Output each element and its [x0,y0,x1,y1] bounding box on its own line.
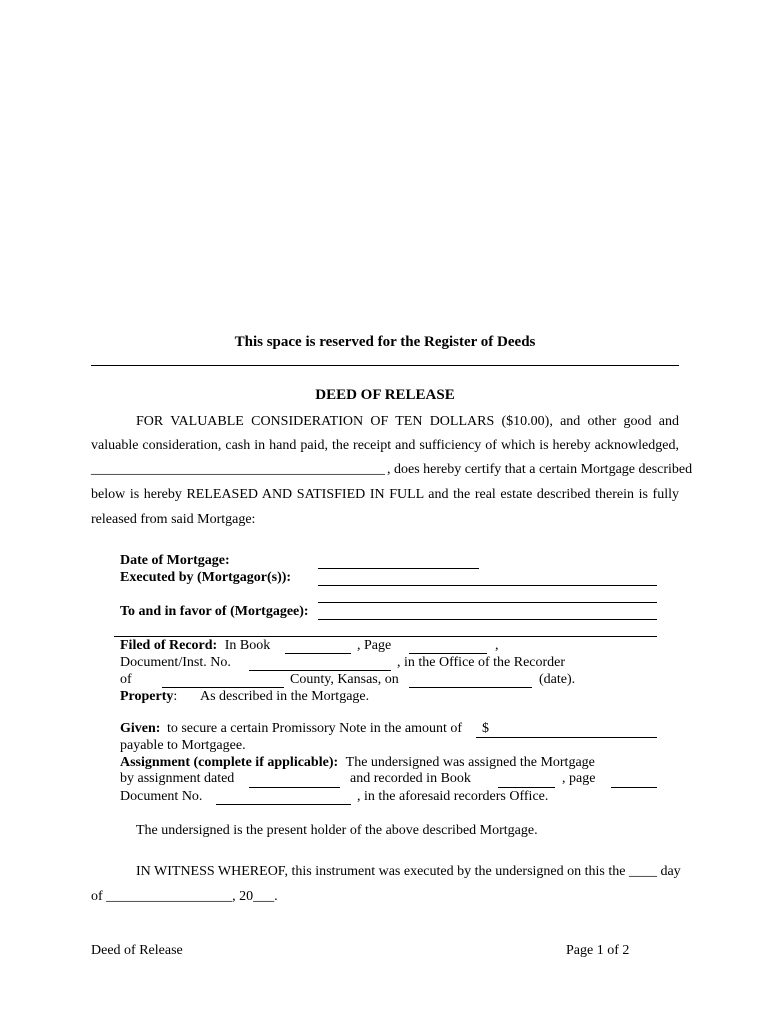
recorded-in-book-label: and recorded in Book [350,771,471,786]
document-title: DEED OF RELEASE [315,387,455,403]
filed-of-record-label: Filed of Record: [120,638,218,653]
filed-of-record-row [120,638,270,654]
note-amount-field[interactable] [476,737,657,738]
date-of-mortgage-field[interactable] [318,568,479,569]
recorded-date-field[interactable] [409,687,532,688]
in-favor-of-label: To and in favor of (Mortgagee): [120,604,309,619]
body-line-2: valuable consideration, cash in hand paid, the receipt and sufficiency of which is hereby acknowledged, [91,438,679,453]
assignment-page-field[interactable] [611,787,657,788]
property-value: As described in the Mortgage. [200,689,370,704]
body-line-3 [91,462,693,478]
body-line-4: below is hereby RELEASED AND SATISFIED IN FULL and the real estate described therein is fully [91,487,679,502]
witness-statement: IN WITNESS WHEREOF, this instrument was executed by the undersigned on this the ____ day [136,864,681,879]
office-recorder-text: , in the Office of the Recorder [397,655,566,670]
body-line-3-text: , does hereby certify that a certain Mortgage described [387,462,693,477]
mortgagor-field[interactable] [318,585,657,586]
page-field[interactable] [409,653,487,654]
page-comma: , [495,638,499,653]
property-colon: : [173,689,178,704]
in-book-label: In Book [224,638,271,653]
given-label: Given: [120,721,161,736]
by-assignment-label: by assignment dated [120,771,235,786]
holder-statement: The undersigned is the present holder of the above described Mortgage. [136,823,538,838]
document-no-label: Document No. [120,789,203,804]
doc-inst-label: Document/Inst. No. [120,655,231,670]
mortgagee-field-2[interactable] [318,619,657,620]
of-label: of [120,672,132,687]
footer-page-number: Page 1 of 2 [566,943,630,958]
property-label: Property [120,689,174,704]
assignment-text: The undersigned was assigned the Mortgage [345,755,595,770]
document-no-field[interactable] [216,804,351,805]
mortgagee-field-1[interactable] [318,602,657,603]
given-row [120,721,462,737]
assignment-page-label: , page [562,771,596,786]
aforesaid-text: , in the aforesaid recorders Office. [357,789,549,804]
executed-by-label: Executed by (Mortgagor(s)): [120,570,292,585]
payable-text: payable to Mortgagee. [120,738,246,753]
county-kansas-text: County, Kansas, on [290,672,399,687]
county-field[interactable] [162,687,284,688]
assignment-label: Assignment (complete if applicable): [120,755,339,770]
header-divider [91,365,679,366]
body-line-5: released from said Mortgage: [91,512,256,527]
execution-date-line: of __________________, 20___. [91,889,278,904]
footer-doc-name: Deed of Release [91,943,183,958]
dollar-sign: $ [482,721,489,736]
body-line-1: FOR VALUABLE CONSIDERATION OF TEN DOLLARS ($10.00), and other good and [136,414,679,429]
doc-inst-field[interactable] [249,670,391,671]
assignment-row [120,755,595,771]
page-label: , Page [357,638,392,653]
date-of-mortgage-label: Date of Mortgage: [120,553,230,568]
given-text: to secure a certain Promissory Note in the amount of [166,721,463,736]
assignment-date-field[interactable] [249,787,340,788]
date-paren-text: (date). [539,672,576,687]
grantor-name-blank[interactable]: __________________________________________ [91,462,385,477]
register-of-deeds-note: This space is reserved for the Register of Deeds [234,334,536,350]
property-row [120,689,177,705]
section-divider [114,636,657,637]
book-field[interactable] [285,653,351,654]
assignment-book-field[interactable] [498,787,555,788]
